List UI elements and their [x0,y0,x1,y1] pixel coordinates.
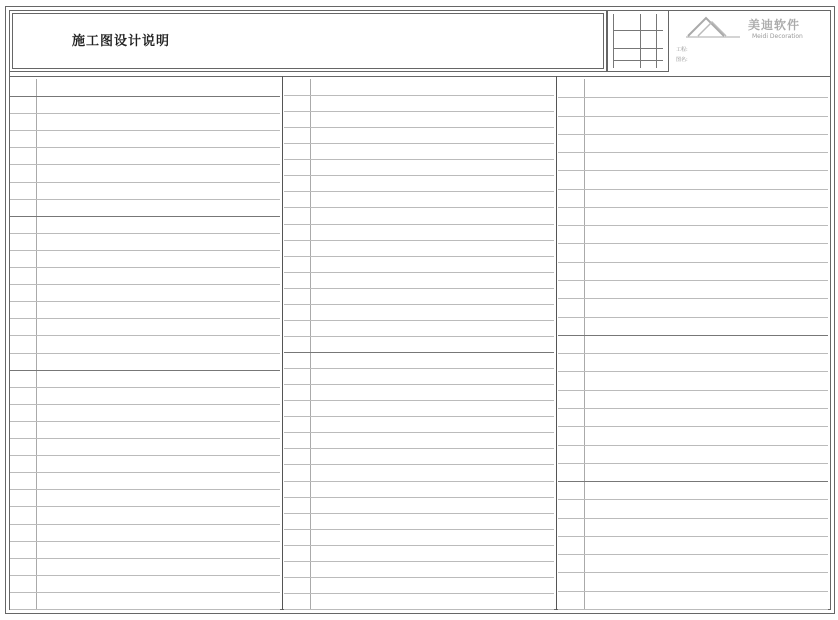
company-name: 美迪软件 [748,18,801,32]
company-english-name: Meidi Decoration [752,33,803,40]
notes-column-3 [558,79,828,609]
page-title: 施工图设计说明 [72,34,171,49]
title-graphic [607,10,669,72]
drawing-name-label: 图名: [676,57,688,63]
company-logo-icon [684,12,744,40]
project-label: 工程: [676,47,688,53]
notes-column-1 [10,79,280,609]
notes-column-2 [284,79,554,609]
